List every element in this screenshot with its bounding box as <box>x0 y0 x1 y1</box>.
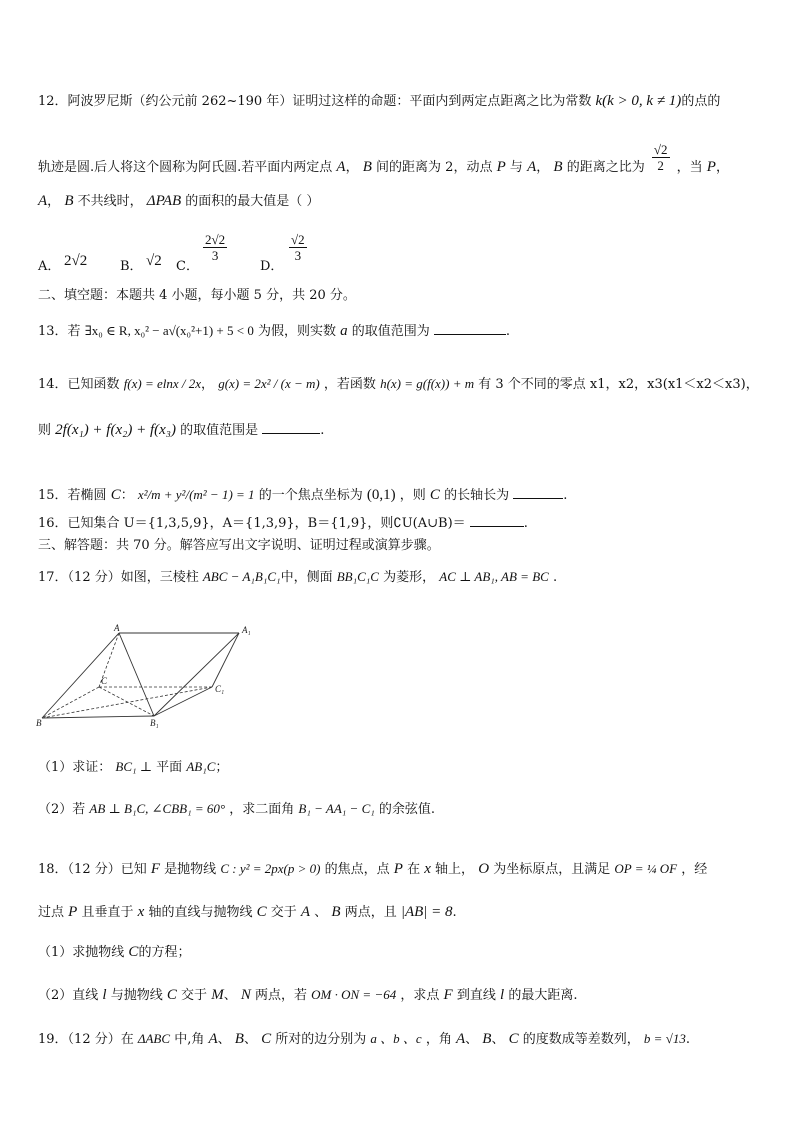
option-d-num: √2 <box>291 232 305 247</box>
q15-ellipse-equation: x²/m + y²/(m² − 1) = 1 <box>137 487 255 502</box>
q19-number: 19．（12 分）在 <box>38 1032 134 1047</box>
q18-var-p2: P <box>68 904 78 920</box>
option-b-label: B． <box>120 259 143 274</box>
q17-part2-text: ，求二面角 <box>229 802 295 817</box>
q18-part1-var-c: C <box>128 944 139 960</box>
q18-part2-var-c: C <box>166 987 177 1003</box>
q12-line2-text-b: 间的距离为 2，动点 <box>376 160 493 175</box>
option-a-label: A． <box>38 259 61 274</box>
q16-answer-blank[interactable] <box>470 526 524 527</box>
fig-label-a1: A₁ <box>242 625 251 635</box>
q16-text: 16．已知集合 U＝{1,3,5,9}，A＝{1,3,9}，B＝{1,9}，则∁U(A∪B)＝ <box>38 516 466 531</box>
q13-answer-blank[interactable] <box>434 334 506 335</box>
q18-var-a: A <box>300 904 311 920</box>
q18-part2-text-c: 交于 <box>181 988 208 1003</box>
q12-sep3: ， <box>715 160 729 175</box>
q19-angle-a: A <box>208 1031 218 1047</box>
q18-text4: 轴上， <box>435 862 475 877</box>
q17-part2-label: （2）若 <box>38 802 86 817</box>
q12-line3-text-a: 不共线时， <box>77 194 143 209</box>
q18-ab-length: |AB| = 8 <box>400 904 453 920</box>
q17-part1-text: 平面 <box>156 760 183 775</box>
q18-part2-text-f: 到直线 <box>456 988 496 1003</box>
q18-line2-d: 交于 <box>270 905 297 920</box>
q16 <box>38 515 764 533</box>
q18-part2-text-g: 的最大距离. <box>508 988 578 1003</box>
q13-var-a: a <box>340 323 348 339</box>
q15: 15．若椭圆 C： x²/m + y²/(m² − 1) = 1 的一个焦点坐标为 (0,1) ，则 C 的长轴长为 . <box>38 487 568 503</box>
q18-var-f: F <box>150 861 161 877</box>
q18-part2-label: （2）直线 <box>38 988 99 1003</box>
q15-var-c2: C <box>429 487 440 503</box>
q12-point-b3: B <box>64 193 74 209</box>
q19-end: . <box>685 1032 690 1047</box>
q17-period: . <box>552 570 558 585</box>
q17-stem <box>38 568 764 587</box>
q18-var-n: N <box>240 987 251 1003</box>
q12-point-p: P <box>496 159 506 175</box>
q19-angle-a2: A <box>455 1031 466 1047</box>
q14-period: . <box>320 423 325 438</box>
q19-angle-c: C <box>261 1031 272 1047</box>
q18-var-m: M <box>211 987 224 1003</box>
q18-vector-equation: OP = ¼ OF <box>614 861 678 876</box>
q12-text2: 的点的 <box>681 94 721 109</box>
q12-line2-text-d: 的距离之比为 <box>566 160 645 175</box>
section-2-heading: 二、填空题：本题共 4 小题，每小题 5 分，共 20 分。 <box>38 288 356 303</box>
q13-expression: ∃x₀ ∈ R, x₀² − a√(x₀²+1) + 5 < 0 <box>84 323 254 338</box>
option-d-label: D． <box>260 259 284 274</box>
q14-f-definition: f(x) = elnx / 2x <box>123 376 202 391</box>
q18-var-c: C <box>256 904 267 920</box>
q18-number: 18．（12 分）已知 <box>38 862 147 877</box>
q14-line2 <box>38 421 764 440</box>
q15-focus-point: (0,1) <box>366 487 396 503</box>
q12-point-b: B <box>362 159 372 175</box>
q12-line3 <box>38 192 764 211</box>
q12-line2 <box>38 142 764 183</box>
q14-text2: 有 3 个不同的零点 x1，x2，x3(x1＜x2＜x3)， <box>478 377 759 392</box>
q12-ratio-num: √2 <box>653 142 668 157</box>
q18-line2-f: 两点，且 <box>344 905 397 920</box>
q17-text2: 为菱形， <box>383 570 436 585</box>
q12-ratio-den: 2 <box>657 158 664 173</box>
q18-text3: 在 <box>407 862 421 877</box>
q14-g-definition: g(x) = 2x² / (x − m) <box>218 376 320 391</box>
q18-parabola: C : y² = 2px(p > 0) <box>220 861 321 876</box>
q17-part2-angle: B₁ − AA₁ − C₁ <box>298 801 375 816</box>
q18-line2 <box>38 903 764 922</box>
option-c-label: C． <box>176 259 199 274</box>
q18-var-x2: x <box>137 904 145 920</box>
q19-text4: 的度数成等差数列， <box>522 1032 640 1047</box>
q17-face: BB₁C₁C <box>336 569 379 584</box>
q17-text1: 中，侧面 <box>280 570 333 585</box>
q18-part2-text-d: 两点，若 <box>255 988 308 1003</box>
q17-prism-figure <box>34 620 264 730</box>
q18-var-f2: F <box>443 987 453 1003</box>
option-b-value: √2 <box>146 253 162 269</box>
q14-answer-blank[interactable] <box>262 433 320 434</box>
q15-answer-blank[interactable] <box>513 498 563 499</box>
q13-period: . <box>505 324 511 339</box>
q14-expression: 2f(x₁) + f(x₂) + f(x₃) <box>55 422 176 438</box>
q13 <box>38 322 764 341</box>
q14-line1: 14．已知函数 f(x) = elnx / 2x， g(x) = 2x² / (x − m) ，若函数 h(x) = g(f(x)) + m 有 3 个不同的零点 x1，x2，x3(x1＜x2＜x3)， <box>38 376 759 392</box>
q18-part1-label: （1）求抛物线 <box>38 945 125 960</box>
q18-part2-text-b: 与抛物线 <box>110 988 163 1003</box>
q12-triangle: ΔPAB <box>146 193 182 209</box>
q14-text4: 的取值范围是 <box>180 423 259 438</box>
q12-point-p2: P <box>706 159 716 175</box>
option-a-value: 2√2 <box>64 253 88 269</box>
q19-angle-b2: B <box>482 1031 492 1047</box>
q14-number: 14．已知函数 <box>38 377 120 392</box>
q17-part1 <box>38 758 764 777</box>
q12-line2-text-e: ，当 <box>676 160 703 175</box>
q15-text1: 的一个焦点坐标为 <box>258 488 363 503</box>
q12-ratio-fraction <box>652 142 670 173</box>
fig-label-b: B <box>36 718 42 728</box>
q18-part2: （2）直线 l 与抛物线 C 交于 M、 N 两点，若 OM · ON = −64 ，求点 F 到直线 l 的最大距离. <box>38 987 578 1003</box>
q17-part2 <box>38 800 764 819</box>
option-d-value <box>289 232 307 263</box>
q18-period: . <box>452 905 457 920</box>
q17-part1-end: ； <box>215 760 229 775</box>
option-d-den: 3 <box>294 248 302 263</box>
q15-text3: 的长轴长为 <box>444 488 510 503</box>
q18-line2-b: 且垂直于 <box>81 905 134 920</box>
q18-var-l: l <box>102 987 107 1003</box>
q15-period: . <box>563 488 568 503</box>
q18-text2: 的焦点，点 <box>324 862 390 877</box>
q18-dot-product: OM · ON = −64 <box>311 987 397 1002</box>
q15-text2: ，则 <box>399 488 426 503</box>
q12-line1 <box>38 92 764 111</box>
q12-text1: 阿波罗尼斯（约公元前 262~190 年）证明过这样的命题：平面内到两定点距离之比为常数 <box>67 94 592 109</box>
q18-part2-text-e: ，求点 <box>400 988 440 1003</box>
q17-number: 17．（12 分）如图，三棱柱 <box>38 570 199 585</box>
q19: 19．（12 分）在 ΔABC 中,角 A、 B、 C 所对的边分别为 a 、b 、c ，角 A、 B、 C 的度数成等差数列， b = √13. <box>38 1031 690 1047</box>
q19-text3: ，角 <box>425 1032 452 1047</box>
q18-var-l2: l <box>500 987 505 1003</box>
q17-part1-expression: BC₁ ⊥ <box>115 759 153 774</box>
q14-h-definition: h(x) = g(f(x)) + m <box>380 376 475 391</box>
option-c-den: 3 <box>211 248 219 263</box>
q19-sides: a 、b 、c <box>370 1031 422 1046</box>
q15-number: 15．若椭圆 <box>38 488 107 503</box>
option-c-value <box>203 232 227 263</box>
q18-line2-a: 过点 <box>38 905 65 920</box>
q12-line2-text-a: 轨迹是圆.后人将这个圆称为阿氏圆.若平面内两定点 <box>38 160 333 175</box>
fig-label-b1: B₁ <box>150 718 159 728</box>
q12-sep2: ， <box>536 160 550 175</box>
q13-text2: 的取值范围为 <box>351 324 430 339</box>
q18-line1 <box>38 860 764 879</box>
q18-part1 <box>38 943 764 962</box>
q17-condition: AC ⊥ AB₁, AB = BC <box>439 569 549 584</box>
q18-var-b: B <box>331 904 341 920</box>
q18-var-o: O <box>478 861 490 877</box>
q18-var-x: x <box>424 861 431 877</box>
q18-var-p: P <box>393 861 403 877</box>
q12-point-b2: B <box>553 159 563 175</box>
q12-point-a3: A <box>38 193 48 209</box>
q19-text2: 所对的边分别为 <box>275 1032 367 1047</box>
q17-part1-plane: AB₁C <box>186 759 216 774</box>
fig-label-a: A <box>114 623 120 633</box>
q15-var-c: C <box>110 487 121 503</box>
q12-point-a2: A <box>527 159 537 175</box>
q18-line2-e: 、 <box>314 905 328 920</box>
q14-text3: 则 <box>38 423 52 438</box>
q19-text1: 中,角 <box>174 1032 205 1047</box>
q19-angle-b: B <box>234 1031 244 1047</box>
q18-part1-text: 的方程； <box>138 945 191 960</box>
q19-angle-c2: C <box>508 1031 519 1047</box>
q16-period: . <box>523 516 528 531</box>
fig-label-c: C <box>101 676 108 686</box>
q13-text: 为假，则实数 <box>257 324 336 339</box>
q19-triangle: ΔABC <box>137 1031 171 1046</box>
option-c-num: 2√2 <box>205 232 226 247</box>
q19-b-value: b = √13 <box>643 1031 686 1046</box>
q12-number: 12． <box>38 94 68 109</box>
q17-part2-condition: AB ⊥ B₁C, ∠CBB₁ = 60° <box>89 801 226 816</box>
q18-line2-c: 轴的直线与抛物线 <box>148 905 253 920</box>
q12-k-condition: k(k > 0, k ≠ 1) <box>595 93 682 109</box>
q18-text6: ，经 <box>681 862 708 877</box>
q17-prism: ABC − A₁B₁C₁ <box>202 569 281 584</box>
q18-text5: 为坐标原点，且满足 <box>493 862 611 877</box>
q13-number: 13．若 <box>38 324 81 339</box>
q17-part2-end: 的余弦值. <box>378 802 436 817</box>
q12-point-a: A <box>336 159 346 175</box>
section-3-heading: 三、解答题：共 70 分。解答应写出文字说明、证明过程或演算步骤。 <box>38 538 440 553</box>
q12-sep: ， <box>345 160 359 175</box>
q14-text1: ，若函数 <box>323 377 376 392</box>
q12-line3-text-b: 的面积的最大值是（ ） <box>185 194 320 209</box>
q12-options <box>38 232 764 272</box>
q12-sep4: ， <box>47 194 61 209</box>
q18-text1: 是抛物线 <box>164 862 217 877</box>
fig-label-c1: C₁ <box>215 684 225 694</box>
q12-line2-text-c: 与 <box>509 160 523 175</box>
q17-part1-label: （1）求证： <box>38 760 112 775</box>
